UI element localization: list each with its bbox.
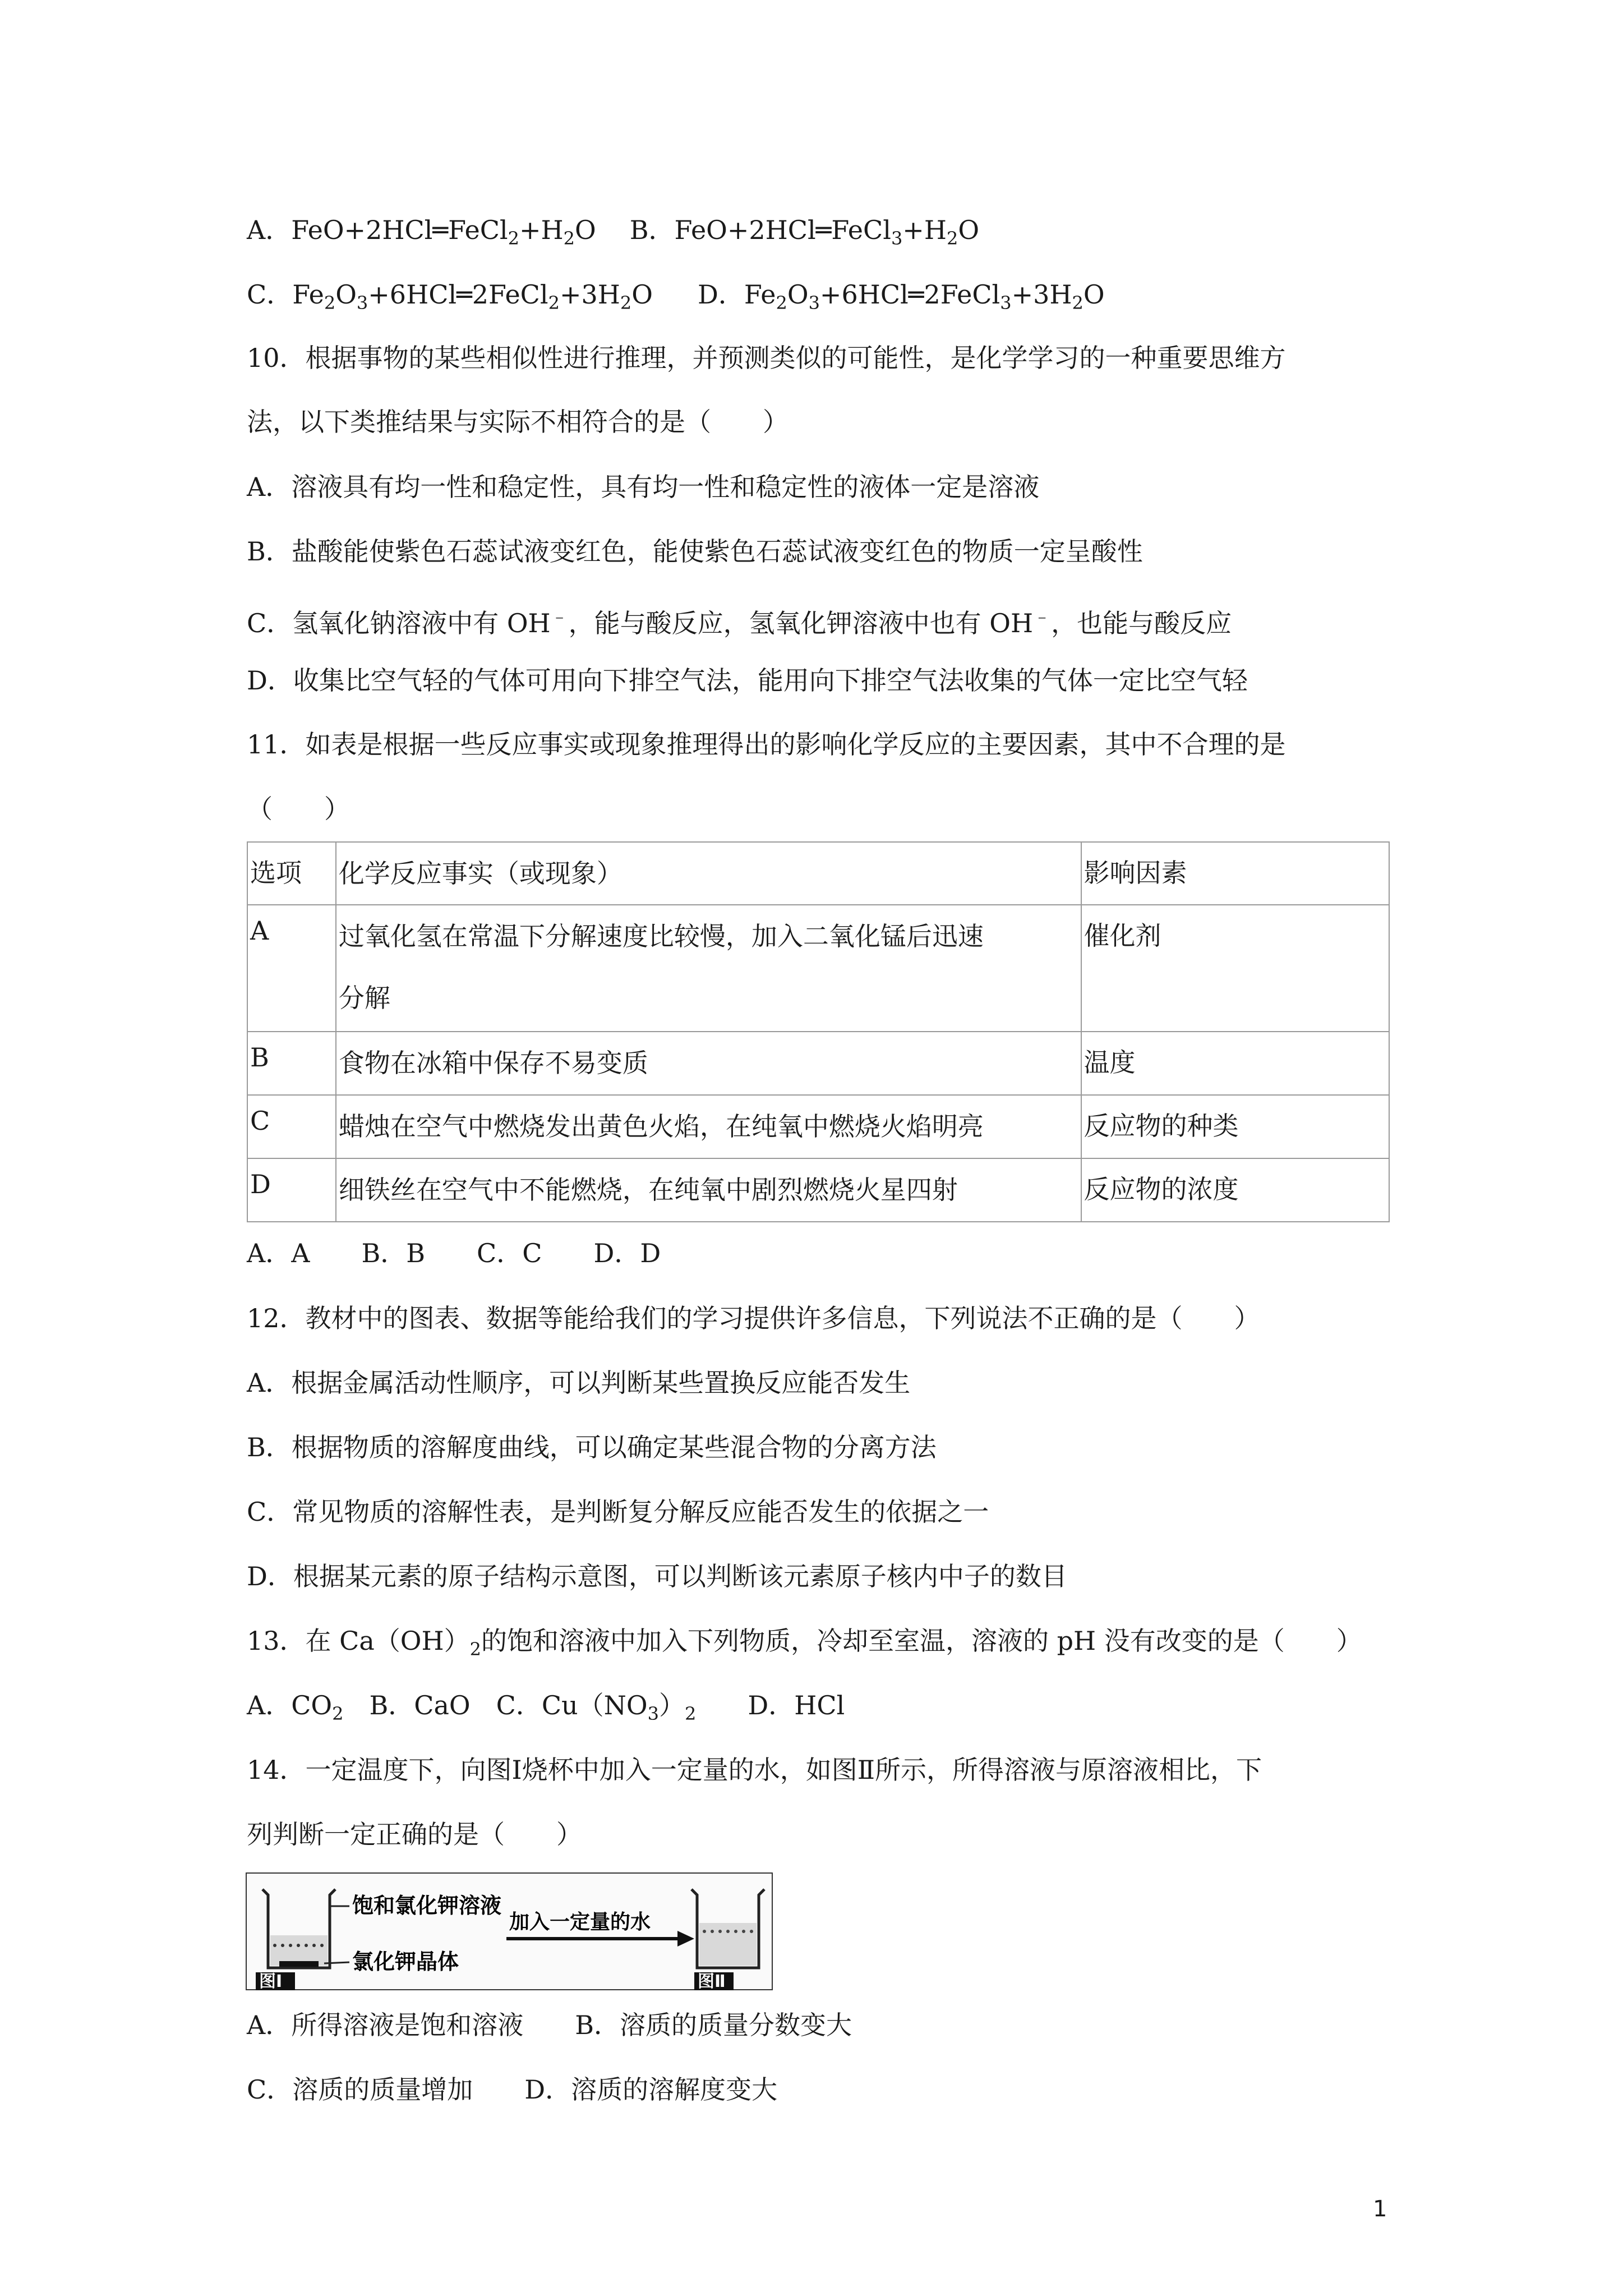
page-number: 1 <box>1373 2196 1387 2222</box>
row-factor: 反应物的浓度 <box>1081 1158 1389 1222</box>
row-fact: 食物在冰箱中保存不易变质 <box>336 1032 1081 1095</box>
label-kcl-crystal: 氯化钾晶体 <box>352 1949 459 1974</box>
row-fact: 过氧化氢在常温下分解速度比较慢，加入二氧化锰后迅速 分解 <box>336 905 1081 1032</box>
header-option: 选项 <box>247 842 336 905</box>
table-row <box>247 1032 1389 1095</box>
row-factor: 温度 <box>1081 1032 1389 1095</box>
q11-stem-line1: 11．如表是根据一些反应事实或现象推理得出的影响化学反应的主要因素，其中不合理的是 <box>247 729 1286 760</box>
solution-fill-1 <box>270 1935 328 1966</box>
q13-options: A．$CO_2$ B．CaO C．$Cu(NO_3)_2$ D．HCl <box>247 1690 845 1724</box>
q9-option-d: D．$Fe_2O_3+6HCl═2FeCl_3+3H_2O$ <box>697 279 1105 314</box>
q12-option-b: B．根据物质的溶解度曲线，可以确定某些混合物的分离方法 <box>247 1432 937 1462</box>
q12-stem: 12．教材中的图表、数据等能给我们的学习提供许多信息，下列说法不正确的是（ ） <box>247 1303 1260 1333</box>
crystal-layer <box>279 1961 319 1967</box>
row-option: A <box>247 905 336 1032</box>
q11-answer-options: A．A B．B C．C D．D <box>247 1238 661 1268</box>
q13-stem: 13．在 $Ca(OH)_2$的饱和溶液中加入下列物质，冷却至室温，溶液的 pH 没有改变的是（ ） <box>247 1626 1362 1660</box>
beaker-figure <box>246 1872 773 1990</box>
q14-stem-line1: 14．一定温度下，向图Ⅰ烧杯中加入一定量的水，如图Ⅱ所示，所得溶液与原溶液相比，下 <box>247 1755 1262 1785</box>
q10-option-d: D．收集比空气轻的气体可用向下排空气法，能用向下排空气法收集的气体一定比空气轻 <box>247 665 1248 696</box>
q10-option-b: B．盐酸能使紫色石蕊试液变红色，能使紫色石蕊试液变红色的物质一定呈酸性 <box>247 536 1143 567</box>
label-add-water: 加入一定量的水 <box>509 1911 651 1934</box>
row-factor: 反应物的种类 <box>1081 1095 1389 1158</box>
row-factor: 催化剂 <box>1081 905 1389 1032</box>
q10-option-c: C．氢氧化钠溶液中有 OH﹣，能与酸反应，氢氧化钾溶液中也有 OH﹣，也能与酸反应 <box>247 605 1232 638</box>
q12-option-d: D．根据某元素的原子结构示意图，可以判断该元素原子核内中子的数目 <box>247 1561 1067 1591</box>
row-fact: 蜡烛在空气中燃烧发出黄色火焰，在纯氧中燃烧火焰明亮 <box>336 1095 1081 1158</box>
q9-options-cd <box>247 278 1105 320</box>
q11-stem-line2: （ ） <box>247 794 350 824</box>
q9-options-ab <box>247 213 979 255</box>
row-option: C <box>247 1095 336 1158</box>
solution-fill-2 <box>699 1923 757 1966</box>
row-option: B <box>247 1032 336 1095</box>
q12-option-c: C．常见物质的溶解性表，是判断复分解反应能否发生的依据之一 <box>247 1497 989 1527</box>
q12-option-a: A．根据金属活动性顺序，可以判断某些置换反应能否发生 <box>247 1368 911 1398</box>
label-fig-2: 图Ⅱ <box>698 1972 726 1990</box>
q10-stem-line1: 10．根据事物的某些相似性进行推理，并预测类似的可能性，是化学学习的一种重要思维方 <box>247 343 1286 373</box>
q9-option-a: A．$FeO+2HCl═FeCl_2+H_2O$ <box>247 215 596 249</box>
header-factor: 影响因素 <box>1081 842 1389 905</box>
label-saturated-solution: 饱和氯化钾溶液 <box>352 1893 502 1918</box>
q14-stem-line2: 列判断一定正确的是（ ） <box>247 1819 582 1849</box>
q9-option-b: B．$FeO+2HCl═FeCl_3+H_2O$ <box>629 215 980 249</box>
table-row <box>247 1095 1389 1158</box>
q14-options-cd: C．溶质的质量增加 D．溶质的溶解度变大 <box>247 2074 778 2105</box>
row-option: D <box>247 1158 336 1222</box>
q14-options-ab: A．所得溶液是饱和溶液 B．溶质的质量分数变大 <box>247 2010 852 2040</box>
header-fact: 化学反应事实（或现象） <box>336 842 1081 905</box>
q9-option-c: C．$Fe_2O_3+6HCl═2FeCl_2+3H_2O$ <box>247 279 653 314</box>
table-row <box>247 1158 1389 1222</box>
table-header-row <box>247 842 1389 905</box>
label-fig-1: 图Ⅰ <box>259 1972 283 1990</box>
q10-stem-line2: 法，以下类推结果与实际不相符合的是（ ） <box>247 407 789 437</box>
q11-table <box>247 841 1390 1222</box>
row-fact: 细铁丝在空气中不能燃烧，在纯氧中剧烈燃烧火星四射 <box>336 1158 1081 1222</box>
table-row <box>247 905 1389 1032</box>
q10-option-a: A．溶液具有均一性和稳定性，具有均一性和稳定性的液体一定是溶液 <box>247 472 1040 502</box>
